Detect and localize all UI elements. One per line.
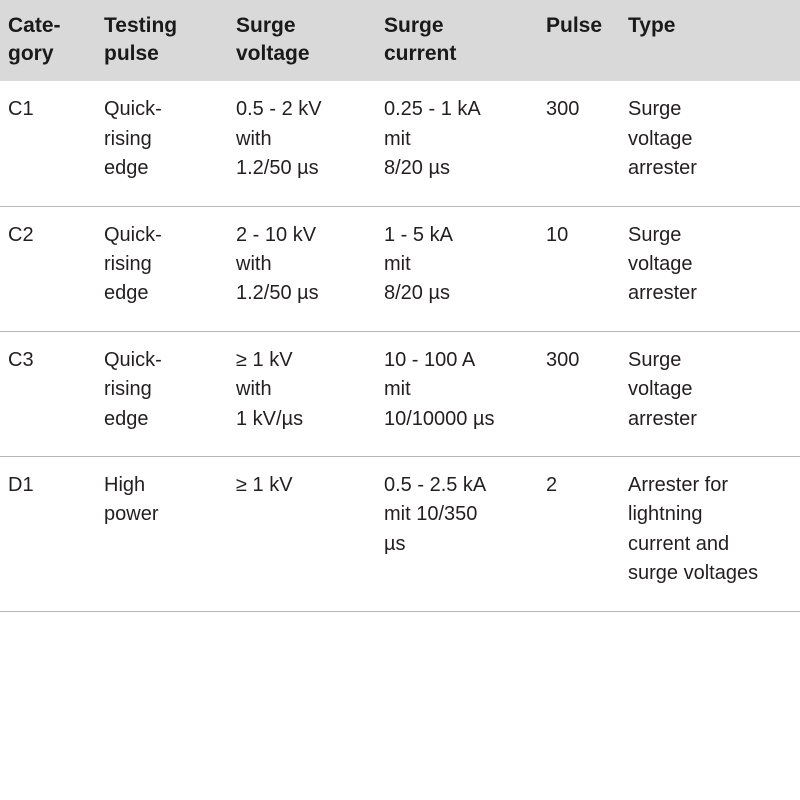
cell-testing-pulse: High power (96, 456, 228, 611)
cell-surge-voltage: ≥ 1 kV (228, 456, 376, 611)
cell-pulse: 2 (538, 456, 620, 611)
cell-category: C2 (0, 206, 96, 331)
column-header-surge-current: Surge current (376, 0, 538, 81)
column-header-category: Cate- gory (0, 0, 96, 81)
cell-surge-current: 1 - 5 kA mit 8/20 µs (376, 206, 538, 331)
cell-pulse: 300 (538, 81, 620, 206)
cell-testing-pulse: Quick- rising edge (96, 331, 228, 456)
cell-category: D1 (0, 456, 96, 611)
cell-surge-voltage: 2 - 10 kV with 1.2/50 µs (228, 206, 376, 331)
cell-surge-current: 0.5 - 2.5 kA mit 10/350 µs (376, 456, 538, 611)
cell-surge-voltage: ≥ 1 kV with 1 kV/µs (228, 331, 376, 456)
cell-surge-voltage: 0.5 - 2 kV with 1.2/50 µs (228, 81, 376, 206)
cell-type: Arrester for lightning current and surge voltages (620, 456, 800, 611)
cell-surge-current: 0.25 - 1 kA mit 8/20 µs (376, 81, 538, 206)
cell-pulse: 10 (538, 206, 620, 331)
column-header-testing-pulse: Testing pulse (96, 0, 228, 81)
table-row (0, 206, 800, 331)
column-header-type: Type (620, 0, 800, 81)
table-header (0, 0, 800, 81)
cell-type: Surge voltage arrester (620, 81, 800, 206)
cell-category: C3 (0, 331, 96, 456)
cell-category: C1 (0, 81, 96, 206)
table-row (0, 331, 800, 456)
table-row (0, 456, 800, 611)
cell-surge-current: 10 - 100 A mit 10/10000 µs (376, 331, 538, 456)
table-row (0, 81, 800, 206)
cell-testing-pulse: Quick- rising edge (96, 81, 228, 206)
column-header-surge-voltage: Surge voltage (228, 0, 376, 81)
cell-type: Surge voltage arrester (620, 206, 800, 331)
table-body (0, 81, 800, 611)
cell-pulse: 300 (538, 331, 620, 456)
cell-type: Surge voltage arrester (620, 331, 800, 456)
table-header-row (0, 0, 800, 81)
column-header-pulse: Pulse (538, 0, 620, 81)
cell-testing-pulse: Quick- rising edge (96, 206, 228, 331)
